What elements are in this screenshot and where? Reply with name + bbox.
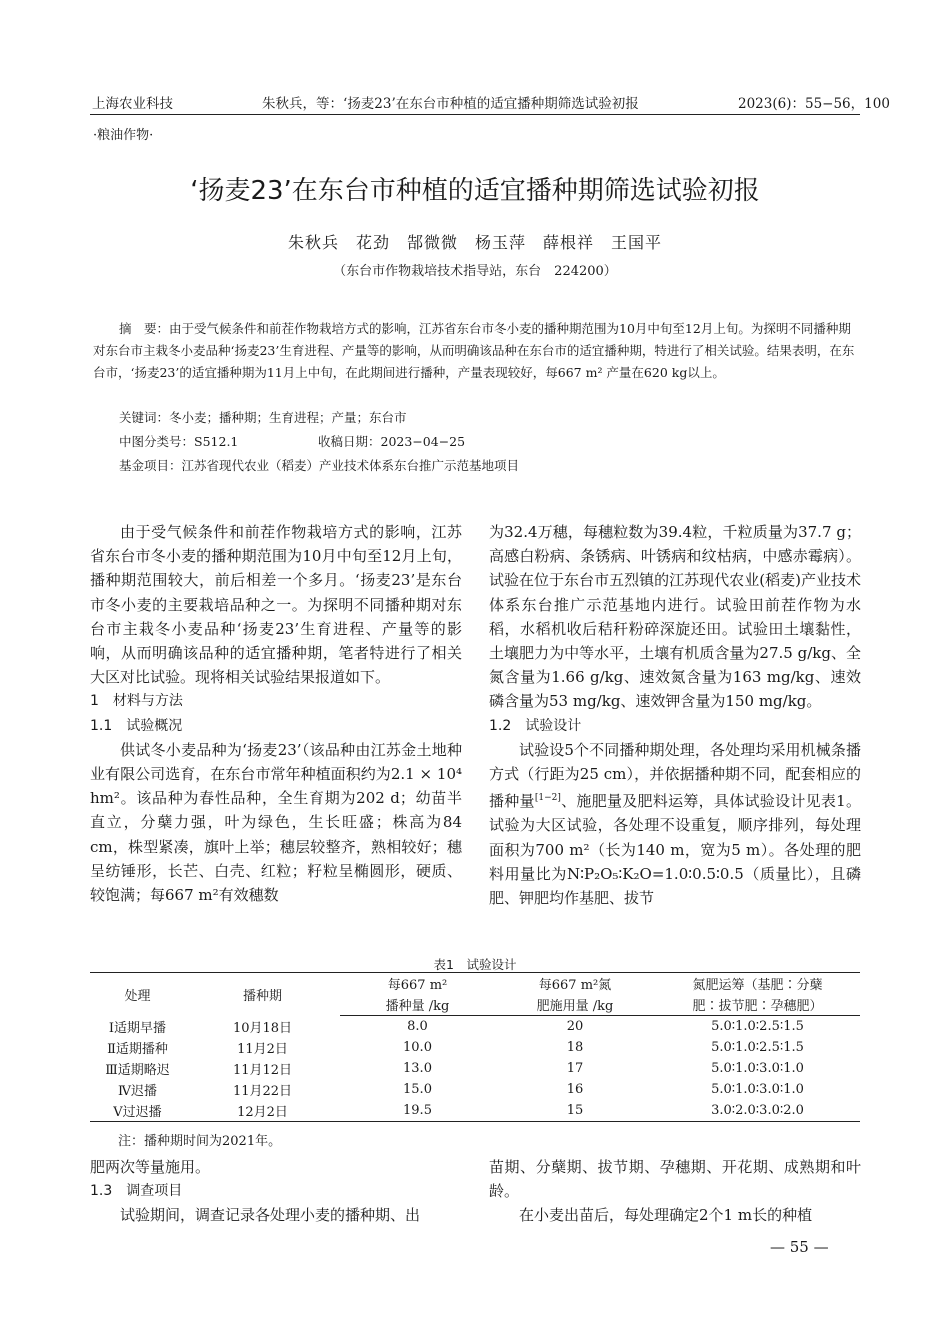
received-label: 收稿日期： bbox=[318, 434, 381, 449]
left-column bbox=[90, 520, 462, 907]
table-cell: 5.0∶1.0∶3.0∶1.0 bbox=[711, 1061, 804, 1076]
table-cell: Ⅱ适期播种 bbox=[107, 1042, 168, 1057]
continuation-left: 肥两次等量施用。 bbox=[90, 1158, 211, 1176]
table-cell: Ⅰ适期早播 bbox=[108, 1020, 167, 1036]
paragraph-1-3: 试验期间，调查记录各处理小麦的播种期、出 bbox=[120, 1206, 421, 1225]
table-cell: 16 bbox=[566, 1082, 584, 1097]
paragraph-last: 在小麦出苗后，每处理确定2个1 m长的种植 bbox=[519, 1206, 813, 1225]
table-cell: 5.0∶1.0∶2.5∶1.5 bbox=[711, 1019, 804, 1034]
table-cell: 20 bbox=[566, 1019, 584, 1034]
right-column bbox=[489, 520, 861, 910]
bottom-left-column bbox=[90, 1155, 462, 1228]
table-cell: 17 bbox=[566, 1061, 584, 1076]
table-row bbox=[90, 1100, 860, 1122]
paragraph-1-2 bbox=[489, 738, 861, 910]
paragraph-1-1-part2: 为32.4万穗，每穗粒数为39.4粒，千粒质量为37.7 g；高感白粉病、条锈病、叶锈病和纹枯病，中感赤霉病）。试验在位于东台市五烈镇的江苏现代农业(稻麦)产业技术体系东台推广示范基地内进行。试验田前茬作物为水稻，水稻机收后秸秆粉碎深旋还田。试验田土壤黏性，土壤肥力为中等水平，土壤有机质含量为27.5 g/kg、全氮含量为1.66 g/kg、速效氮含量为163 mg/kg、速效磷含量为53 mg/kg、速效钾含量为150 mg/kg。 bbox=[489, 523, 862, 711]
col-header-n-a: 每667 m²氮 bbox=[495, 973, 655, 995]
fund bbox=[119, 456, 519, 474]
table-row bbox=[90, 1037, 860, 1058]
abstract-text: 由于受气候条件和前茬作物栽培方式的影响，江苏省东台市冬小麦的播种期范围为10月中旬至12月上旬。为探明不同播种期对东台市主栽冬小麦品种‘扬麦23’生育进程、产量等的影响，从而明确该品种在东台市的适宜播种期，特进行了相关试验。结果表明，在东台市，‘扬麦23’的适宜播种期为11月上中旬，在此期间进行播种，产量表现较好，每667 m² 产量在620 kg以上。 bbox=[93, 321, 855, 380]
affiliation: （东台市作物栽培技术指导站，东台 224200） bbox=[333, 264, 617, 279]
table-cell: 11月2日 bbox=[237, 1042, 288, 1057]
col-header-n-b: 肥施用量 /kg bbox=[495, 994, 655, 1016]
keywords-text: 冬小麦；播种期；生育进程；产量；东台市 bbox=[169, 410, 407, 425]
table-cell: 10.0 bbox=[403, 1040, 432, 1055]
clc-value: S512.1 bbox=[194, 434, 239, 449]
table-note: 注：播种期时间为2021年。 bbox=[118, 1134, 282, 1149]
table-row bbox=[90, 1058, 860, 1079]
table-cell: 12月2日 bbox=[185, 1100, 340, 1122]
col-header-seed-a: 每667 m² bbox=[340, 973, 495, 995]
table-title: 表1 试验设计 bbox=[433, 957, 517, 972]
clc bbox=[119, 432, 238, 450]
paper-title: ‘扬麦23’在东台市种植的适宜播种期筛选试验初报 bbox=[190, 176, 760, 206]
table-cell: 13.0 bbox=[403, 1061, 432, 1076]
paragraph-1-1-part1: 供试冬小麦品种为‘扬麦23’（该品种由江苏金土地种业有限公司选育，在东台市常年种植面积约为2.1 × 10⁴ hm²。该品种为春性品种，全生育期为202 d；幼苗半直立，分蘖力强，叶为绿色，生长旺盛；株高为84 cm，株型紧凑，旗叶上举；穗层较整齐，熟相较好；穗呈纺锤形，长芒、白壳、红粒；籽粒呈椭圆形，硬质、较饱满；每667 m²有效穗数 bbox=[90, 740, 462, 905]
received-date bbox=[318, 432, 465, 450]
keywords bbox=[119, 408, 407, 426]
page-number: — 55 — bbox=[770, 1238, 829, 1256]
running-title: 朱秋兵，等：‘扬麦23’在东台市种植的适宜播种期筛选试验初报 bbox=[262, 96, 639, 112]
bottom-right-column bbox=[489, 1155, 861, 1228]
table-row bbox=[90, 1079, 860, 1100]
fund-text: 江苏省现代农业（稻麦）产业技术体系东台推广示范基地项目 bbox=[181, 458, 520, 473]
col-header-ratio-a: 氮肥运筹（基肥∶分蘖 bbox=[655, 973, 860, 995]
journal-name: 上海农业科技 bbox=[92, 96, 173, 112]
section-heading-1-2: 1.2 试验设计 bbox=[489, 717, 582, 734]
section-heading-1: 1 材料与方法 bbox=[90, 693, 183, 710]
table-cell: 11月22日 bbox=[232, 1084, 293, 1099]
table-cell: 11月12日 bbox=[232, 1063, 293, 1078]
table-cell: 15.0 bbox=[403, 1082, 432, 1097]
paragraph-1-2-b: 、施肥量及肥料运筹，具体试验设计见表1。试验为大区试验，各处理不设重复，顺序排列，每处理面积为700 m²（长为140 m，宽为5 m）。各处理的肥料用量比为N∶P₂O₅∶K₂O=1.0∶0.5∶0.5（质量比），且磷肥、钾肥均作基肥、拔节 bbox=[489, 792, 861, 908]
header-rule bbox=[90, 114, 860, 115]
table-cell: 8.0 bbox=[407, 1019, 428, 1034]
section-tag: ·粮油作物· bbox=[93, 128, 154, 143]
citation: 2023(6)：55−56，100 bbox=[738, 96, 890, 112]
table-cell: 19.5 bbox=[340, 1100, 495, 1122]
table-cell: Ⅴ过迟播 bbox=[90, 1100, 185, 1122]
clc-label: 中图分类号： bbox=[119, 434, 195, 449]
table-cell: Ⅲ适期略迟 bbox=[105, 1063, 170, 1078]
table-cell: 15 bbox=[495, 1100, 655, 1122]
col-header-seed-b: 播种量 /kg bbox=[340, 994, 495, 1016]
col-header-ratio-b: 肥∶拔节肥∶孕穗肥） bbox=[655, 994, 860, 1016]
section-heading-1-1: 1.1 试验概况 bbox=[90, 717, 183, 734]
citation-ref: [1−2] bbox=[534, 793, 561, 804]
table-row bbox=[90, 1016, 860, 1038]
fund-label: 基金项目： bbox=[119, 458, 182, 473]
section-heading-1-3: 1.3 调查项目 bbox=[90, 1183, 183, 1200]
table-cell: 5.0∶1.0∶3.0∶1.0 bbox=[711, 1082, 804, 1097]
abstract-label: 摘 要： bbox=[119, 321, 170, 336]
keywords-label: 关键词： bbox=[119, 410, 170, 425]
table-1 bbox=[90, 972, 860, 1122]
table-cell: 3.0∶2.0∶3.0∶2.0 bbox=[655, 1100, 860, 1122]
col-header-sowing-date: 播种期 bbox=[185, 973, 340, 1016]
table-cell: Ⅳ迟播 bbox=[118, 1084, 157, 1099]
authors: 朱秋兵 花劲 郜微微 杨玉萍 薛根祥 王国平 bbox=[287, 233, 662, 252]
table-cell: 18 bbox=[566, 1040, 584, 1055]
abstract bbox=[93, 318, 860, 384]
table-cell: 10月18日 bbox=[232, 1020, 293, 1036]
received-value: 2023−04−25 bbox=[380, 434, 466, 449]
table-cell: 5.0∶1.0∶2.5∶1.5 bbox=[711, 1040, 804, 1055]
paragraph-1-2-a: 试验设5个不同播种期处理，各处理均采用机械条播方式（行距为25 cm），并依据播种期不同，配套相应的播种量 bbox=[489, 740, 861, 811]
continuation-right: 苗期、分蘖期、拔节期、孕穗期、开花期、成熟期和叶龄。 bbox=[489, 1158, 861, 1201]
intro-paragraph: 由于受气候条件和前茬作物栽培方式的影响，江苏省东台市冬小麦的播种期范围为10月中旬至12月上旬，播种期范围较大，前后相差一个多月。‘扬麦23’是东台市冬小麦的主要栽培品种之一。为探明不同播种期对东台市主栽冬小麦品种‘扬麦23’生育进程、产量等的影响，从而明确该品种的适宜播种期，笔者特进行了相关大区对比试验。现将相关试验结果报道如下。 bbox=[90, 523, 462, 687]
col-header-treatment: 处理 bbox=[90, 973, 185, 1016]
